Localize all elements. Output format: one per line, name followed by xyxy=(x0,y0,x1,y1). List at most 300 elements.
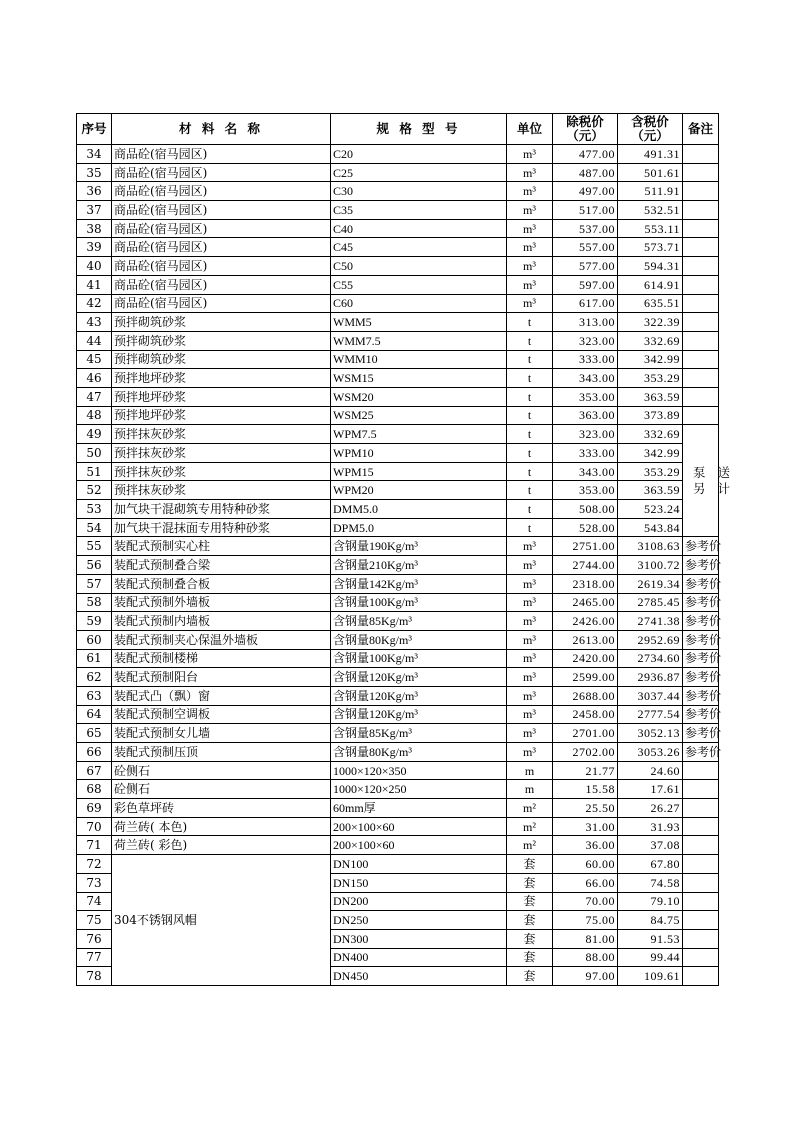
spec-model: DN400 xyxy=(331,948,507,967)
spec-model: WSM15 xyxy=(331,369,507,388)
table-row xyxy=(77,630,719,649)
row-number: 71 xyxy=(77,836,112,855)
material-name: 预拌抹灰砂浆 xyxy=(112,425,331,444)
note xyxy=(683,406,719,425)
note: 参考价 xyxy=(683,668,719,687)
spec-model: WMM10 xyxy=(331,350,507,369)
row-number: 63 xyxy=(77,686,112,705)
spec-model: C25 xyxy=(331,163,507,182)
spec-model: C20 xyxy=(331,145,507,164)
inc-tax-price: 67.80 xyxy=(618,855,683,874)
unit: m³ xyxy=(507,257,553,276)
unit: m xyxy=(507,780,553,799)
table-body xyxy=(77,145,743,986)
ex-tax-price: 15.58 xyxy=(553,780,618,799)
inc-tax-price: 109.61 xyxy=(618,967,683,986)
row-number: 45 xyxy=(77,350,112,369)
table-row xyxy=(77,406,719,425)
unit: m³ xyxy=(507,201,553,220)
row-number: 46 xyxy=(77,369,112,388)
spec-model: 含钢量100Kg/m³ xyxy=(331,649,507,668)
inc-tax-price: 2777.54 xyxy=(618,705,683,724)
material-name: 商品砼(宿马园区) xyxy=(112,219,331,238)
ex-tax-price: 508.00 xyxy=(553,500,618,519)
spec-model: C50 xyxy=(331,257,507,276)
table-row xyxy=(77,425,719,444)
note xyxy=(683,163,719,182)
note: 参考价 xyxy=(683,649,719,668)
unit: m² xyxy=(507,836,553,855)
spec-model: C35 xyxy=(331,201,507,220)
unit: m³ xyxy=(507,163,553,182)
table-row xyxy=(77,313,719,332)
unit: m³ xyxy=(507,238,553,257)
row-number: 72 xyxy=(77,855,112,874)
inc-tax-price: 2619.34 xyxy=(618,574,683,593)
spec-model: DN250 xyxy=(331,911,507,930)
unit: m³ xyxy=(507,182,553,201)
table-row xyxy=(77,182,719,201)
note xyxy=(683,182,719,201)
inc-tax-price: 363.59 xyxy=(618,481,683,500)
ex-tax-price: 343.00 xyxy=(553,369,618,388)
note: 参考价 xyxy=(683,537,719,556)
row-number: 42 xyxy=(77,294,112,313)
row-number: 61 xyxy=(77,649,112,668)
spec-model: DPM5.0 xyxy=(331,518,507,537)
spec-model: 含钢量85Kg/m³ xyxy=(331,612,507,631)
material-name: 装配式预制压顶 xyxy=(112,743,331,762)
unit: t xyxy=(507,406,553,425)
row-number: 50 xyxy=(77,444,112,463)
inc-tax-price: 3052.13 xyxy=(618,724,683,743)
material-name: 预拌砌筑砂浆 xyxy=(112,331,331,350)
note xyxy=(683,201,719,220)
table-row xyxy=(77,481,719,500)
spec-model: 200×100×60 xyxy=(331,817,507,836)
ex-tax-price: 88.00 xyxy=(553,948,618,967)
spec-model: WMM5 xyxy=(331,313,507,332)
ex-tax-price: 2420.00 xyxy=(553,649,618,668)
row-number: 65 xyxy=(77,724,112,743)
ex-tax-price: 2426.00 xyxy=(553,612,618,631)
ex-tax-price: 2688.00 xyxy=(553,686,618,705)
inc-tax-price: 332.69 xyxy=(618,331,683,350)
inc-tax-price: 74.58 xyxy=(618,873,683,892)
row-number: 52 xyxy=(77,481,112,500)
material-name: 预拌地坪砂浆 xyxy=(112,406,331,425)
header-spec: 规 格 型 号 xyxy=(331,114,507,145)
note xyxy=(683,873,719,892)
material-name: 装配式预制女儿墙 xyxy=(112,724,331,743)
spec-model: 含钢量100Kg/m³ xyxy=(331,593,507,612)
row-number: 76 xyxy=(77,929,112,948)
note: 参考价 xyxy=(683,705,719,724)
ex-tax-price: 313.00 xyxy=(553,313,618,332)
spec-model: 含钢量120Kg/m³ xyxy=(331,705,507,724)
inc-tax-price: 37.08 xyxy=(618,836,683,855)
inc-tax-price: 594.31 xyxy=(618,257,683,276)
material-name: 预拌砌筑砂浆 xyxy=(112,313,331,332)
table-row xyxy=(77,275,719,294)
spec-model: 含钢量210Kg/m³ xyxy=(331,556,507,575)
header-inc-tax-price: 含税价 （元） xyxy=(618,114,683,145)
note: 参考价 xyxy=(683,612,719,631)
row-number: 48 xyxy=(77,406,112,425)
unit: t xyxy=(507,462,553,481)
pump-note-line1: 泵送 xyxy=(693,464,743,480)
spec-model: 含钢量120Kg/m³ xyxy=(331,668,507,687)
unit: m³ xyxy=(507,743,553,762)
note xyxy=(683,836,719,855)
table-row xyxy=(77,537,719,556)
spec-model: WPM7.5 xyxy=(331,425,507,444)
note xyxy=(683,855,719,874)
spec-model: DN200 xyxy=(331,892,507,911)
note xyxy=(683,911,719,930)
table-row xyxy=(77,238,719,257)
ex-tax-price: 617.00 xyxy=(553,294,618,313)
unit: 套 xyxy=(507,911,553,930)
inc-tax-price: 573.71 xyxy=(618,238,683,257)
inc-tax-price: 373.89 xyxy=(618,406,683,425)
note xyxy=(683,257,719,276)
spec-model: 含钢量120Kg/m³ xyxy=(331,686,507,705)
ex-tax-price: 577.00 xyxy=(553,257,618,276)
spec-model: 含钢量80Kg/m³ xyxy=(331,743,507,762)
table-row xyxy=(77,612,719,631)
note xyxy=(683,219,719,238)
unit: t xyxy=(507,425,553,444)
table-row xyxy=(77,462,719,481)
header-ex-tax-price: 除税价 （元） xyxy=(553,114,618,145)
material-name: 预拌抹灰砂浆 xyxy=(112,444,331,463)
spec-model: C40 xyxy=(331,219,507,238)
inc-tax-price: 342.99 xyxy=(618,444,683,463)
unit: t xyxy=(507,481,553,500)
spec-model: 含钢量142Kg/m³ xyxy=(331,574,507,593)
ex-tax-price: 2744.00 xyxy=(553,556,618,575)
inc-tax-price: 99.44 xyxy=(618,948,683,967)
spec-model: DMM5.0 xyxy=(331,500,507,519)
material-name: 加气块干混抹面专用特种砂浆 xyxy=(112,518,331,537)
material-name: 预拌抹灰砂浆 xyxy=(112,481,331,500)
row-number: 54 xyxy=(77,518,112,537)
material-name: 预拌抹灰砂浆 xyxy=(112,462,331,481)
ex-tax-price: 25.50 xyxy=(553,799,618,818)
material-name: 预拌地坪砂浆 xyxy=(112,369,331,388)
spec-model: 含钢量85Kg/m³ xyxy=(331,724,507,743)
unit: 套 xyxy=(507,855,553,874)
inc-tax-price: 491.31 xyxy=(618,145,683,164)
unit: m³ xyxy=(507,649,553,668)
note: 参考价 xyxy=(683,630,719,649)
unit: t xyxy=(507,350,553,369)
note: 参考价 xyxy=(683,743,719,762)
material-name: 装配式预制夹心保温外墙板 xyxy=(112,630,331,649)
table-row xyxy=(77,593,719,612)
ex-tax-price: 517.00 xyxy=(553,201,618,220)
ex-tax-price: 97.00 xyxy=(553,967,618,986)
ex-tax-price: 363.00 xyxy=(553,406,618,425)
ex-tax-price: 333.00 xyxy=(553,350,618,369)
inc-tax-price: 543.84 xyxy=(618,518,683,537)
spec-model: 含钢量190Kg/m³ xyxy=(331,537,507,556)
material-name: 装配式预制外墙板 xyxy=(112,593,331,612)
note xyxy=(683,387,719,406)
material-name: 装配式凸（飘）窗 xyxy=(112,686,331,705)
ex-tax-price: 70.00 xyxy=(553,892,618,911)
material-name: 装配式预制楼梯 xyxy=(112,649,331,668)
row-number: 74 xyxy=(77,892,112,911)
material-name: 商品砼(宿马园区) xyxy=(112,145,331,164)
unit: t xyxy=(507,387,553,406)
row-number: 34 xyxy=(77,145,112,164)
spec-model: 60mm厚 xyxy=(331,799,507,818)
ex-tax-price: 557.00 xyxy=(553,238,618,257)
unit: t xyxy=(507,369,553,388)
material-name: 商品砼(宿马园区) xyxy=(112,201,331,220)
unit: t xyxy=(507,313,553,332)
inc-tax-price: 84.75 xyxy=(618,911,683,930)
row-number: 64 xyxy=(77,705,112,724)
ex-tax-price: 2701.00 xyxy=(553,724,618,743)
inc-tax-price: 353.29 xyxy=(618,369,683,388)
material-name: 装配式预制阳台 xyxy=(112,668,331,687)
unit: m³ xyxy=(507,275,553,294)
unit: 套 xyxy=(507,967,553,986)
unit: m xyxy=(507,761,553,780)
row-number: 36 xyxy=(77,182,112,201)
inc-tax-price: 3108.63 xyxy=(618,537,683,556)
note: 参考价 xyxy=(683,593,719,612)
inc-tax-price: 523.24 xyxy=(618,500,683,519)
note xyxy=(683,331,719,350)
material-name: 商品砼(宿马园区) xyxy=(112,182,331,201)
spec-model: DN300 xyxy=(331,929,507,948)
spec-model: DN450 xyxy=(331,967,507,986)
ex-tax-price: 81.00 xyxy=(553,929,618,948)
row-number: 57 xyxy=(77,574,112,593)
ex-tax-price: 75.00 xyxy=(553,911,618,930)
ex-tax-price: 353.00 xyxy=(553,481,618,500)
material-name: 商品砼(宿马园区) xyxy=(112,275,331,294)
row-number: 69 xyxy=(77,799,112,818)
unit: m³ xyxy=(507,705,553,724)
material-name: 砼侧石 xyxy=(112,761,331,780)
note xyxy=(683,238,719,257)
material-name: 商品砼(宿马园区) xyxy=(112,163,331,182)
table-row xyxy=(77,163,719,182)
inc-tax-price: 614.91 xyxy=(618,275,683,294)
material-name: 装配式预制实心柱 xyxy=(112,537,331,556)
table-row xyxy=(77,145,719,164)
inc-tax-price: 3037.44 xyxy=(618,686,683,705)
ex-tax-price: 36.00 xyxy=(553,836,618,855)
inc-tax-price: 553.11 xyxy=(618,219,683,238)
ex-tax-price: 2702.00 xyxy=(553,743,618,762)
spec-model: 200×100×60 xyxy=(331,836,507,855)
note: 参考价 xyxy=(683,556,719,575)
unit: m³ xyxy=(507,686,553,705)
ex-tax-price: 353.00 xyxy=(553,387,618,406)
inc-tax-price: 322.39 xyxy=(618,313,683,332)
material-name: 商品砼(宿马园区) xyxy=(112,257,331,276)
spec-model: 含钢量80Kg/m³ xyxy=(331,630,507,649)
ex-tax-price: 323.00 xyxy=(553,425,618,444)
table-row xyxy=(77,817,719,836)
inc-tax-price: 79.10 xyxy=(618,892,683,911)
table-row xyxy=(77,350,719,369)
spec-model: WPM20 xyxy=(331,481,507,500)
inc-tax-price: 532.51 xyxy=(618,201,683,220)
note xyxy=(683,369,719,388)
inc-tax-price: 26.27 xyxy=(618,799,683,818)
material-name: 商品砼(宿马园区) xyxy=(112,238,331,257)
row-number: 51 xyxy=(77,462,112,481)
inc-tax-price: 511.91 xyxy=(618,182,683,201)
row-number: 38 xyxy=(77,219,112,238)
ex-tax-price: 497.00 xyxy=(553,182,618,201)
inc-tax-price: 2734.60 xyxy=(618,649,683,668)
material-name: 商品砼(宿马园区) xyxy=(112,294,331,313)
note xyxy=(683,145,719,164)
ex-tax-price: 528.00 xyxy=(553,518,618,537)
row-number: 53 xyxy=(77,500,112,519)
table-row xyxy=(77,705,719,724)
material-name: 预拌砌筑砂浆 xyxy=(112,350,331,369)
inc-tax-price: 501.61 xyxy=(618,163,683,182)
inc-tax-price: 24.60 xyxy=(618,761,683,780)
ex-tax-price: 2599.00 xyxy=(553,668,618,687)
row-number: 55 xyxy=(77,537,112,556)
spec-model: WPM10 xyxy=(331,444,507,463)
material-name: 预拌地坪砂浆 xyxy=(112,387,331,406)
table-row xyxy=(77,444,719,463)
table-row xyxy=(77,574,719,593)
price-table xyxy=(76,113,743,986)
unit: m³ xyxy=(507,593,553,612)
ex-tax-price: 597.00 xyxy=(553,275,618,294)
table-row xyxy=(77,294,719,313)
ex-tax-price: 66.00 xyxy=(553,873,618,892)
table-row xyxy=(77,201,719,220)
note xyxy=(683,313,719,332)
material-name: 荷兰砖( 彩色) xyxy=(112,836,331,855)
row-number: 37 xyxy=(77,201,112,220)
table-row xyxy=(77,780,719,799)
inc-tax-price: 635.51 xyxy=(618,294,683,313)
unit: 套 xyxy=(507,873,553,892)
note xyxy=(683,294,719,313)
unit: m² xyxy=(507,799,553,818)
inc-tax-price: 3053.26 xyxy=(618,743,683,762)
inc-tax-price: 91.53 xyxy=(618,929,683,948)
unit: m³ xyxy=(507,145,553,164)
row-number: 40 xyxy=(77,257,112,276)
table-row xyxy=(77,649,719,668)
note: 参考价 xyxy=(683,686,719,705)
pump-note xyxy=(683,425,743,537)
unit: m³ xyxy=(507,537,553,556)
note xyxy=(683,948,719,967)
ex-tax-price: 2318.00 xyxy=(553,574,618,593)
spec-model: C30 xyxy=(331,182,507,201)
header-note: 备注 xyxy=(683,114,719,145)
table-row xyxy=(77,836,719,855)
table-row xyxy=(77,799,719,818)
row-number: 35 xyxy=(77,163,112,182)
row-number: 62 xyxy=(77,668,112,687)
row-number: 66 xyxy=(77,743,112,762)
inc-tax-price: 2952.69 xyxy=(618,630,683,649)
row-number: 58 xyxy=(77,593,112,612)
ex-tax-price: 31.00 xyxy=(553,817,618,836)
material-name: 彩色草坪砖 xyxy=(112,799,331,818)
material-name: 304不锈钢风帽 xyxy=(112,855,331,986)
spec-model: WSM25 xyxy=(331,406,507,425)
spec-model: WPM15 xyxy=(331,462,507,481)
unit: t xyxy=(507,518,553,537)
unit: t xyxy=(507,444,553,463)
ex-tax-price: 477.00 xyxy=(553,145,618,164)
material-name: 加气块干混砌筑专用特种砂浆 xyxy=(112,500,331,519)
note xyxy=(683,761,719,780)
note xyxy=(683,967,719,986)
row-number: 78 xyxy=(77,967,112,986)
unit: m³ xyxy=(507,630,553,649)
unit: 套 xyxy=(507,892,553,911)
unit: m³ xyxy=(507,724,553,743)
ex-tax-price: 2465.00 xyxy=(553,593,618,612)
material-name: 装配式预制内墙板 xyxy=(112,612,331,631)
inc-tax-price: 332.69 xyxy=(618,425,683,444)
table-row xyxy=(77,724,719,743)
table-row xyxy=(77,761,719,780)
row-number: 67 xyxy=(77,761,112,780)
unit: m³ xyxy=(507,556,553,575)
note xyxy=(683,350,719,369)
row-number: 41 xyxy=(77,275,112,294)
row-number: 49 xyxy=(77,425,112,444)
ex-tax-price: 537.00 xyxy=(553,219,618,238)
material-name: 荷兰砖( 本色) xyxy=(112,817,331,836)
row-number: 77 xyxy=(77,948,112,967)
row-number: 70 xyxy=(77,817,112,836)
ex-tax-price: 21.77 xyxy=(553,761,618,780)
spec-model: 1000×120×250 xyxy=(331,780,507,799)
row-number: 47 xyxy=(77,387,112,406)
material-name: 装配式预制空调板 xyxy=(112,705,331,724)
unit: 套 xyxy=(507,948,553,967)
note xyxy=(683,929,719,948)
table-row xyxy=(77,668,719,687)
table-row xyxy=(77,743,719,762)
inc-tax-price: 2785.45 xyxy=(618,593,683,612)
pump-note-line2: 另计 xyxy=(693,480,743,496)
table-row xyxy=(77,257,719,276)
note xyxy=(683,780,719,799)
row-number: 56 xyxy=(77,556,112,575)
row-number: 44 xyxy=(77,331,112,350)
inc-tax-price: 2936.87 xyxy=(618,668,683,687)
unit: m² xyxy=(507,817,553,836)
table-row xyxy=(77,500,719,519)
ex-tax-price: 487.00 xyxy=(553,163,618,182)
table-row xyxy=(77,686,719,705)
note xyxy=(683,799,719,818)
row-number: 75 xyxy=(77,911,112,930)
